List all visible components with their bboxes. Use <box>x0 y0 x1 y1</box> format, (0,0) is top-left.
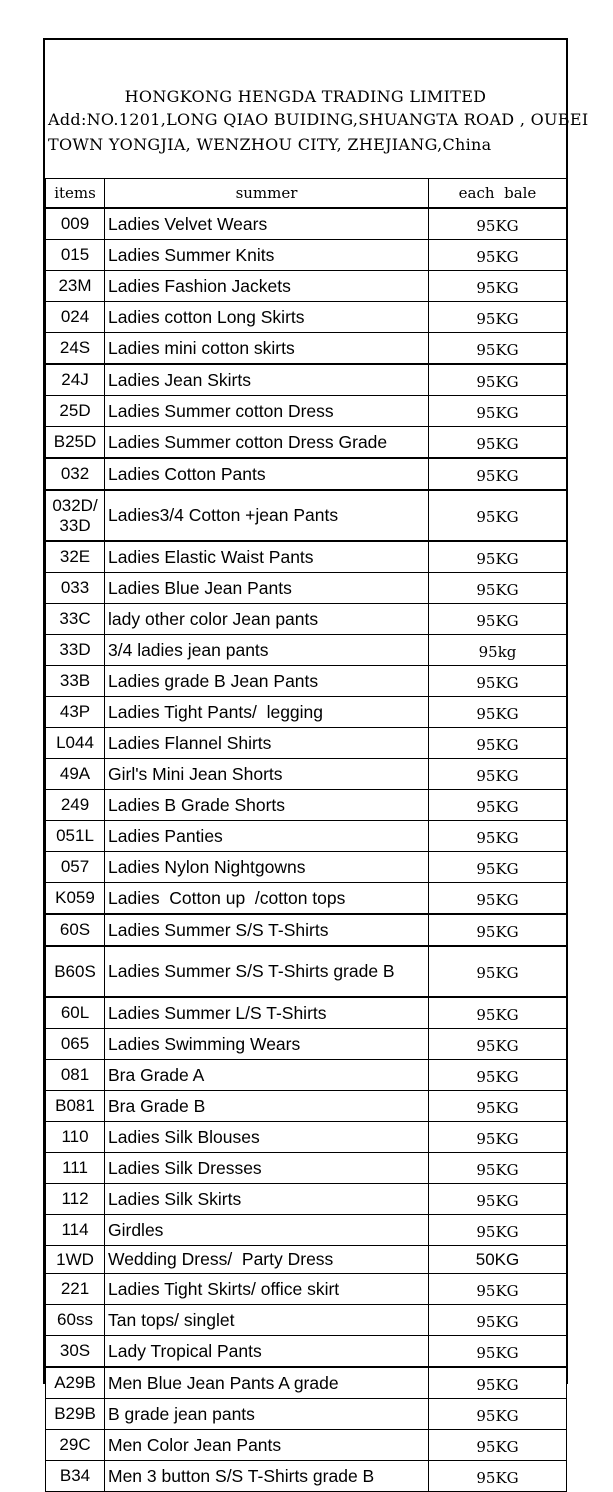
item-code: K059 <box>46 883 105 915</box>
table-row <box>46 1215 567 1246</box>
item-code: 32E <box>46 541 105 573</box>
item-code: L044 <box>46 728 105 759</box>
bale-weight: 95KG <box>429 1060 567 1091</box>
item-code: B29B <box>46 1399 105 1430</box>
item-code: B34 <box>46 1461 105 1492</box>
table-body <box>46 208 567 1492</box>
item-name: Ladies3/4 Cotton +jean Pants <box>105 490 429 541</box>
item-name: Ladies grade B Jean Pants <box>105 666 429 697</box>
item-name: Men 3 button S/S T-Shirts grade B <box>105 1461 429 1492</box>
address-line-2: TOWN YONGJIA, WENZHOU CITY, ZHEJIANG,China <box>48 135 492 154</box>
table-row <box>46 946 567 997</box>
bale-weight: 95KG <box>429 1184 567 1215</box>
table-row <box>46 427 567 459</box>
item-code: 1WD <box>46 1246 105 1274</box>
item-name: Ladies Flannel Shirts <box>105 728 429 759</box>
item-name: Men Color Jean Pants <box>105 1430 429 1461</box>
bale-weight: 95KG <box>429 1122 567 1153</box>
table-row <box>46 852 567 883</box>
item-name: Girdles <box>105 1215 429 1246</box>
table-row <box>46 914 567 946</box>
table-row <box>46 635 567 666</box>
item-name: Ladies Summer S/S T-Shirts grade B <box>105 946 429 997</box>
table-row <box>46 1060 567 1091</box>
column-header-summer: summer <box>105 179 429 209</box>
bale-weight: 95KG <box>429 333 567 365</box>
item-code: 33D <box>46 635 105 666</box>
bale-weight: 95KG <box>429 697 567 728</box>
bale-weight: 95KG <box>429 1430 567 1461</box>
table-row <box>46 1399 567 1430</box>
item-code: 081 <box>46 1060 105 1091</box>
table-row <box>46 490 567 541</box>
item-code: 111 <box>46 1153 105 1184</box>
item-name: Men Blue Jean Pants A grade <box>105 1367 429 1399</box>
table-row <box>46 458 567 490</box>
bale-weight: 95KG <box>429 364 567 396</box>
table-row <box>46 573 567 604</box>
item-code: 60L <box>46 997 105 1029</box>
bale-weight: 95KG <box>429 821 567 852</box>
company-name: HONGKONG HENGDA TRADING LIMITED <box>124 87 487 106</box>
item-code: 24J <box>46 364 105 396</box>
item-name: Ladies Jean Skirts <box>105 364 429 396</box>
bale-weight: 95KG <box>429 997 567 1029</box>
item-name: Ladies Swimming Wears <box>105 1029 429 1060</box>
bale-weight: 95KG <box>429 240 567 271</box>
table-row <box>46 240 567 271</box>
table-row <box>46 883 567 915</box>
item-name: Ladies Summer cotton Dress <box>105 396 429 427</box>
item-name: Ladies mini cotton skirts <box>105 333 429 365</box>
bale-weight: 95KG <box>429 427 567 459</box>
bale-weight: 95KG <box>429 790 567 821</box>
bale-weight: 95KG <box>429 458 567 490</box>
table-row <box>46 1274 567 1305</box>
item-code: 23M <box>46 271 105 302</box>
bale-weight: 95KG <box>429 946 567 997</box>
table-row <box>46 271 567 302</box>
item-name: lady other color Jean pants <box>105 604 429 635</box>
table-row <box>46 821 567 852</box>
item-name: Ladies Panties <box>105 821 429 852</box>
item-code: 009 <box>46 208 105 240</box>
item-name: B grade jean pants <box>105 1399 429 1430</box>
item-code: 032D/ 33D <box>46 490 105 541</box>
item-code: 24S <box>46 333 105 365</box>
item-code: 114 <box>46 1215 105 1246</box>
table-row <box>46 666 567 697</box>
item-name: Lady Tropical Pants <box>105 1336 429 1368</box>
table-row <box>46 1305 567 1336</box>
item-code: 33B <box>46 666 105 697</box>
items-table <box>45 178 567 1492</box>
table-row <box>46 1091 567 1122</box>
table-row <box>46 997 567 1029</box>
item-code: 221 <box>46 1274 105 1305</box>
bale-weight: 95KG <box>429 728 567 759</box>
item-name: Ladies Silk Blouses <box>105 1122 429 1153</box>
item-name: Ladies B Grade Shorts <box>105 790 429 821</box>
item-code: 49A <box>46 759 105 790</box>
table-row <box>46 728 567 759</box>
table-row <box>46 1430 567 1461</box>
item-name: Ladies Summer S/S T-Shirts <box>105 914 429 946</box>
bale-weight: 95KG <box>429 1274 567 1305</box>
table-row <box>46 333 567 365</box>
bale-weight: 95KG <box>429 852 567 883</box>
item-code: 43P <box>46 697 105 728</box>
item-name: Ladies Summer Knits <box>105 240 429 271</box>
table-row <box>46 1184 567 1215</box>
item-code: 60ss <box>46 1305 105 1336</box>
table-row <box>46 208 567 240</box>
bale-weight: 95KG <box>429 396 567 427</box>
item-name: Bra Grade B <box>105 1091 429 1122</box>
item-code: 015 <box>46 240 105 271</box>
item-name: Ladies Silk Skirts <box>105 1184 429 1215</box>
address-line-1: Add:NO.1201,LONG QIAO BUIDING,SHUANGTA ROAD , OUBEI <box>48 110 589 129</box>
table-row <box>46 1122 567 1153</box>
item-code: 25D <box>46 396 105 427</box>
bale-weight: 95KG <box>429 1399 567 1430</box>
bale-weight: 95KG <box>429 914 567 946</box>
item-code: B60S <box>46 946 105 997</box>
column-header-each-bale: each bale <box>429 179 567 209</box>
item-name: Bra Grade A <box>105 1060 429 1091</box>
bale-weight: 95KG <box>429 271 567 302</box>
bale-weight: 95KG <box>429 490 567 541</box>
item-name: Tan tops/ singlet <box>105 1305 429 1336</box>
bale-weight: 95KG <box>429 1091 567 1122</box>
bale-weight: 50KG <box>429 1246 567 1274</box>
table-row <box>46 1336 567 1368</box>
item-name: Ladies cotton Long Skirts <box>105 302 429 333</box>
table-row <box>46 1367 567 1399</box>
item-name: Ladies Velvet Wears <box>105 208 429 240</box>
table-header-row <box>46 179 567 209</box>
table-row <box>46 302 567 333</box>
item-name: Ladies Cotton Pants <box>105 458 429 490</box>
table-row <box>46 759 567 790</box>
item-code: 057 <box>46 852 105 883</box>
bale-weight: 95KG <box>429 1153 567 1184</box>
bale-weight: 95KG <box>429 1029 567 1060</box>
item-code: A29B <box>46 1367 105 1399</box>
item-name: Ladies Summer L/S T-Shirts <box>105 997 429 1029</box>
table-row <box>46 697 567 728</box>
item-code: B081 <box>46 1091 105 1122</box>
bale-weight: 95KG <box>429 208 567 240</box>
bale-weight: 95KG <box>429 1461 567 1492</box>
item-name: Ladies Fashion Jackets <box>105 271 429 302</box>
table-row <box>46 396 567 427</box>
item-name: Ladies Elastic Waist Pants <box>105 541 429 573</box>
item-code: 065 <box>46 1029 105 1060</box>
bale-weight: 95KG <box>429 883 567 915</box>
bale-weight: 95kg <box>429 635 567 666</box>
bale-weight: 95KG <box>429 1336 567 1368</box>
item-code: 024 <box>46 302 105 333</box>
column-header-items: items <box>46 179 105 209</box>
bale-weight: 95KG <box>429 1215 567 1246</box>
table-row <box>46 541 567 573</box>
item-name: Ladies Summer cotton Dress Grade <box>105 427 429 459</box>
sheet-header <box>45 40 589 178</box>
table-row <box>46 790 567 821</box>
item-code: 33C <box>46 604 105 635</box>
bale-weight: 95KG <box>429 1305 567 1336</box>
item-name: Ladies Tight Pants/ legging <box>105 697 429 728</box>
bale-weight: 95KG <box>429 302 567 333</box>
item-name: 3/4 ladies jean pants <box>105 635 429 666</box>
item-name: Ladies Nylon Nightgowns <box>105 852 429 883</box>
item-code: 30S <box>46 1336 105 1368</box>
item-name: Ladies Silk Dresses <box>105 1153 429 1184</box>
item-code: 29C <box>46 1430 105 1461</box>
item-code: B25D <box>46 427 105 459</box>
table-row <box>46 1029 567 1060</box>
bale-weight: 95KG <box>429 573 567 604</box>
bale-weight: 95KG <box>429 759 567 790</box>
item-code: 033 <box>46 573 105 604</box>
item-code: 032 <box>46 458 105 490</box>
table-row <box>46 364 567 396</box>
table-row <box>46 1461 567 1492</box>
table-row <box>46 1153 567 1184</box>
item-name: Ladies Blue Jean Pants <box>105 573 429 604</box>
item-name: Ladies Cotton up /cotton tops <box>105 883 429 915</box>
item-name: Girl's Mini Jean Shorts <box>105 759 429 790</box>
table-row <box>46 1246 567 1274</box>
item-name: Ladies Tight Skirts/ office skirt <box>105 1274 429 1305</box>
bale-weight: 95KG <box>429 604 567 635</box>
bale-weight: 95KG <box>429 1367 567 1399</box>
item-name: Wedding Dress/ Party Dress <box>105 1246 429 1274</box>
item-code: 60S <box>46 914 105 946</box>
item-code: 110 <box>46 1122 105 1153</box>
table-row <box>46 604 567 635</box>
price-sheet <box>43 38 589 1487</box>
bale-weight: 95KG <box>429 541 567 573</box>
item-code: 051L <box>46 821 105 852</box>
bale-weight: 95KG <box>429 666 567 697</box>
item-code: 249 <box>46 790 105 821</box>
item-code: 112 <box>46 1184 105 1215</box>
